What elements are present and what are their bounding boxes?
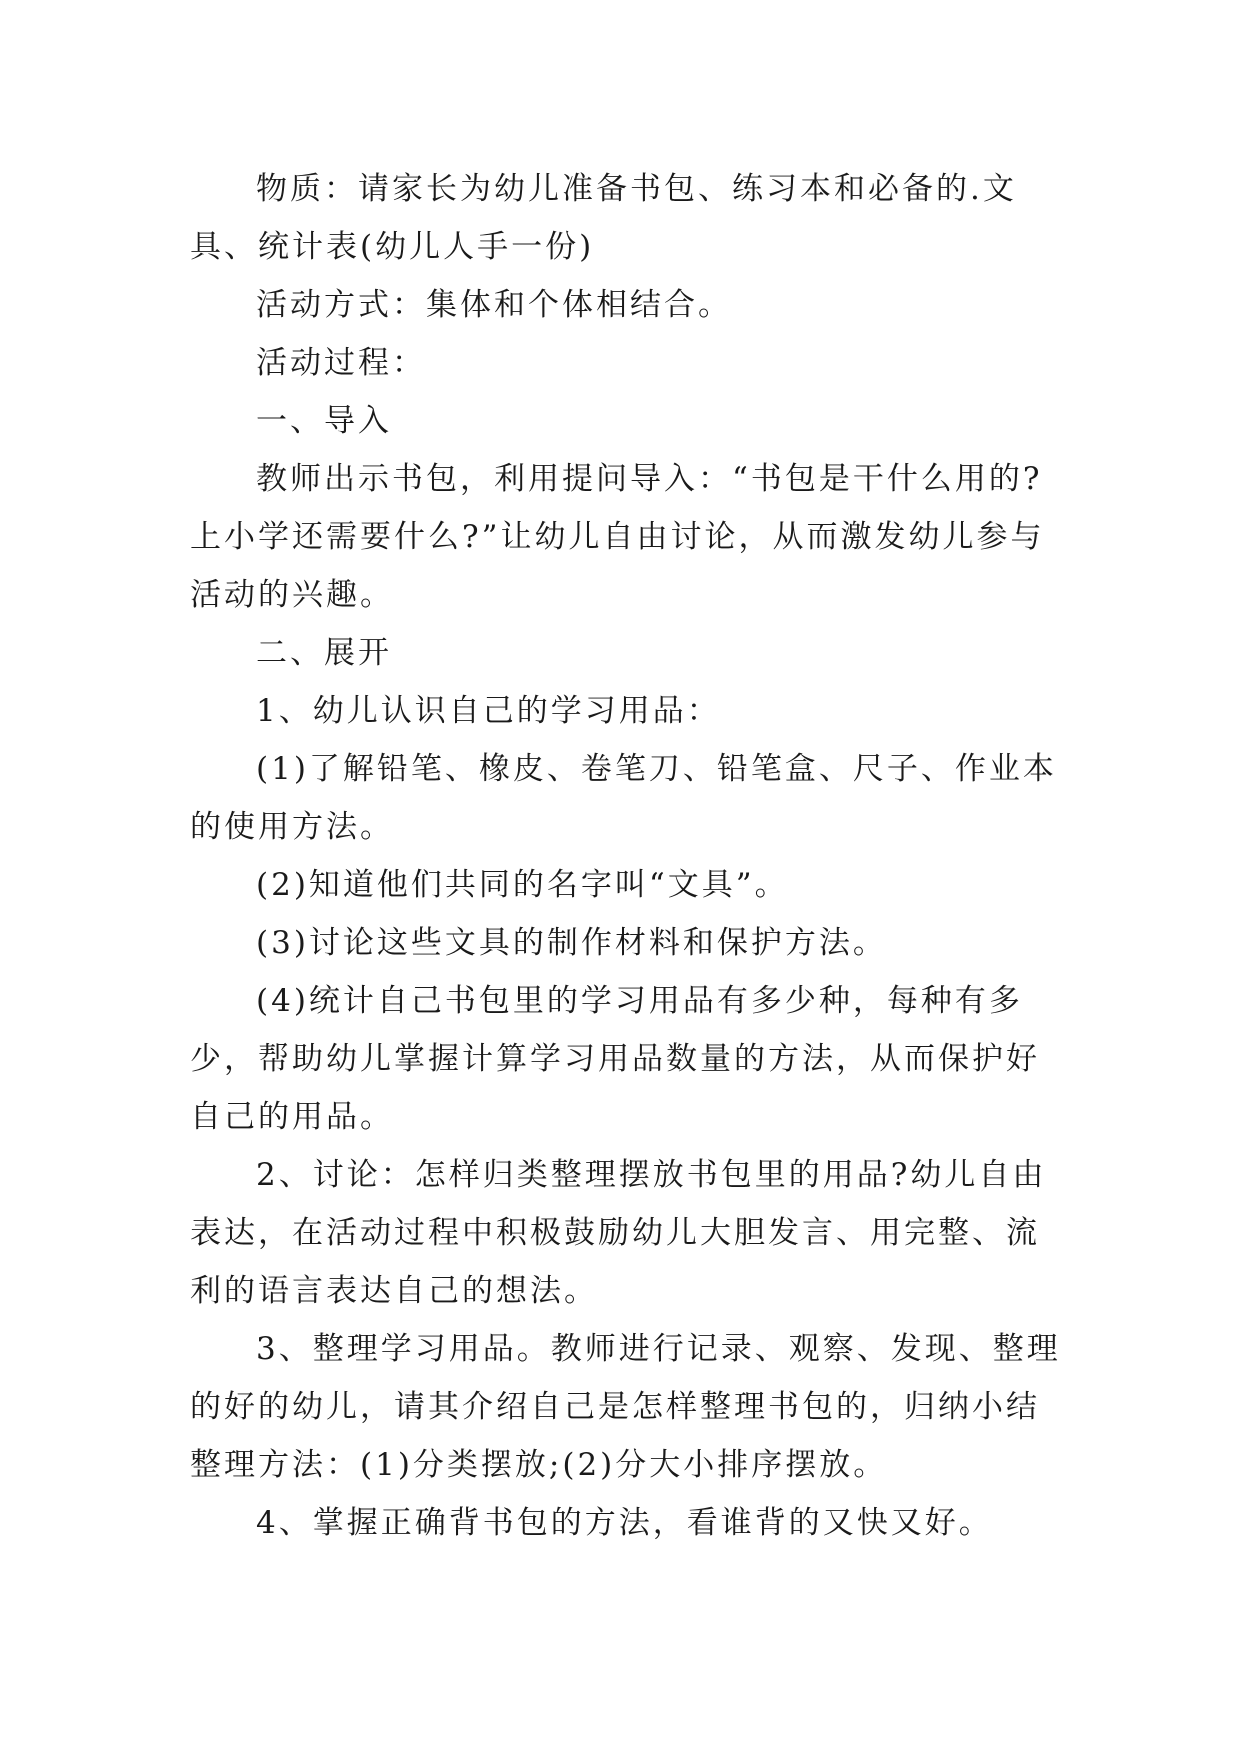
- list-item-1: 1、幼儿认识自己的学习用品：: [256, 693, 721, 729]
- section-heading-intro: 一、导入: [256, 403, 392, 439]
- section-heading-develop: 二、展开: [256, 635, 392, 671]
- document-body: [190, 160, 1070, 1552]
- paragraph-activity-method: 活动方式：集体和个体相结合。: [256, 287, 732, 323]
- sub-item-3: (3)讨论这些文具的制作材料和保护方法。: [256, 925, 887, 961]
- paragraph-activity-process: 活动过程：: [256, 345, 426, 381]
- paragraph-intro-text: 教师出示书包，利用提问导入：“书包是干什么用的?上小学还需要什么?”让幼儿自由讨论，从而激发幼儿参与活动的兴趣。: [190, 461, 1045, 613]
- list-item-4: 4、掌握正确背书包的方法，看谁背的又快又好。: [256, 1505, 993, 1541]
- sub-item-4: (4)统计自己书包里的学习用品有多少种，每种有多少，帮助幼儿掌握计算学习用品数量的方法，从而保护好自己的用品。: [190, 983, 1040, 1135]
- list-item-3: 3、整理学习用品。教师进行记录、观察、发现、整理的好的幼儿，请其介绍自己是怎样整理书包的，归纳小结整理方法：(1)分类摆放;(2)分大小排序摆放。: [190, 1331, 1061, 1483]
- sub-item-2: (2)知道他们共同的名字叫“文具”。: [256, 867, 789, 903]
- list-item-2: 2、讨论：怎样归类整理摆放书包里的用品?幼儿自由表达，在活动过程中积极鼓励幼儿大胆发言、用完整、流利的语言表达自己的想法。: [190, 1157, 1047, 1309]
- paragraph-materials: 物质：请家长为幼儿准备书包、练习本和必备的.文具、统计表(幼儿人手一份): [190, 171, 1017, 265]
- sub-item-1: (1)了解铅笔、橡皮、卷笔刀、铅笔盒、尺子、作业本的使用方法。: [190, 751, 1057, 845]
